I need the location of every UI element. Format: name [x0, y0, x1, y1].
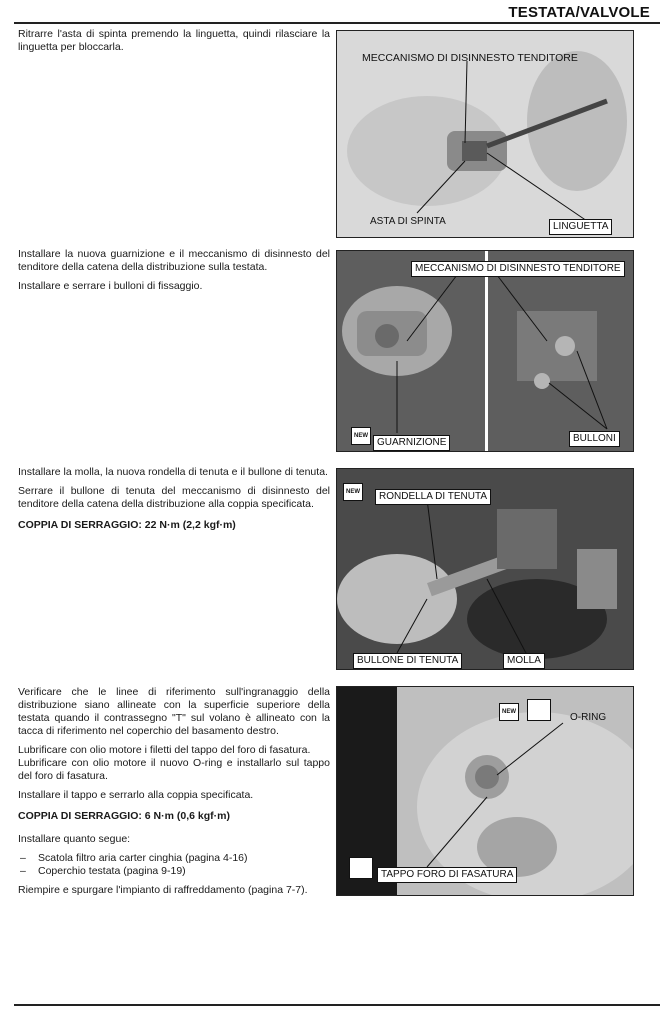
- photo-sealing-bolt: [336, 468, 634, 670]
- section3-paragraph-1: Installare la molla, la nuova rondella di tenuta e il bullone di tenuta.: [18, 466, 328, 478]
- section4-torque: COPPIA DI SERRAGGIO: 6 N·m (0,6 kgf·m): [18, 810, 230, 822]
- section4-text: [18, 686, 330, 903]
- label-mechanism: MECCANISMO DI DISINNESTO TENDITORE: [362, 52, 578, 64]
- section3-text: [18, 466, 330, 542]
- section3-torque: COPPIA DI SERRAGGIO: 22 N·m (2,2 kgf·m): [18, 519, 236, 531]
- photo-timing-hole-cap: [336, 686, 634, 896]
- section4-paragraph-2: Lubrificare con olio motore i filetti del tappo del foro di fasatura.: [18, 744, 311, 756]
- list-item: – Coperchio testata (pagina 9-19): [20, 865, 186, 877]
- photo-gasket-bolts: [336, 250, 634, 452]
- section2-text: [18, 248, 330, 299]
- section4-paragraph-1: Verificare che le linee di riferimento sull'ingranaggio della distribuzione siano allineate con la superficie superiore della testata quando il contrassegno "T" sul volano è allineato con la tacca di riferimento nel coperchio del basamento destro.: [18, 686, 330, 737]
- footer-rule: [14, 1004, 660, 1006]
- section2-paragraph-1: Installare la nuova guarnizione e il meccanismo di disinnesto del tenditore della catena della distribuzione sulla testata.: [18, 248, 330, 273]
- section4-closing: Riempire e spurgare l'impianto di raffreddamento (pagina 7-7).: [18, 884, 308, 896]
- label-timing-plug: TAPPO FORO DI FASATURA: [377, 867, 517, 883]
- section4-install-list: [18, 852, 330, 878]
- list-item: – Scatola filtro aria carter cinghia (pagina 4-16): [20, 852, 248, 864]
- section2-paragraph-2: Installare e serrare i bulloni di fissaggio.: [18, 280, 203, 292]
- label-oring: O-RING: [570, 712, 607, 723]
- oil-can-icon-2: [349, 857, 373, 879]
- photo-gasket-bolts-art: [337, 251, 633, 451]
- photo-tensioner-lifter: [336, 30, 634, 238]
- section1-text: [18, 28, 330, 60]
- section4-paragraph-3: Lubrificare con olio motore il nuovo O-ring e installarlo sul tappo del foro di fasatura.: [18, 757, 330, 782]
- section4-install-intro: Installare quanto segue:: [18, 833, 131, 845]
- page-header-title: TESTATA/VALVOLE: [508, 4, 650, 21]
- label-mechanism-2: MECCANISMO DI DISINNESTO TENDITORE: [411, 261, 625, 277]
- label-spring: MOLLA: [503, 653, 545, 669]
- label-tab: LINGUETTA: [549, 219, 612, 235]
- new-part-icon-3: NEW: [499, 703, 519, 721]
- header-rule: [14, 22, 660, 24]
- section1-paragraph: Ritrarre l'asta di spinta premendo la linguetta, quindi rilasciare la linguetta per bloccarla.: [18, 28, 330, 53]
- label-washer: RONDELLA DI TENUTA: [375, 489, 491, 505]
- section3-paragraph-2: Serrare il bullone di tenuta del meccanismo di disinnesto del tenditore della catena della distribuzione alla coppia specificata.: [18, 485, 330, 510]
- section4-paragraph-4: Installare il tappo e serrarlo alla coppia specificata.: [18, 789, 254, 801]
- label-push-rod: ASTA DI SPINTA: [370, 216, 446, 227]
- label-gasket: GUARNIZIONE: [373, 435, 450, 451]
- oil-can-icon: [527, 699, 551, 721]
- new-part-icon-2: NEW: [343, 483, 363, 501]
- label-bolts: BULLONI: [569, 431, 620, 447]
- label-sealing-bolt: BULLONE DI TENUTA: [353, 653, 462, 669]
- new-part-icon: NEW: [351, 427, 371, 445]
